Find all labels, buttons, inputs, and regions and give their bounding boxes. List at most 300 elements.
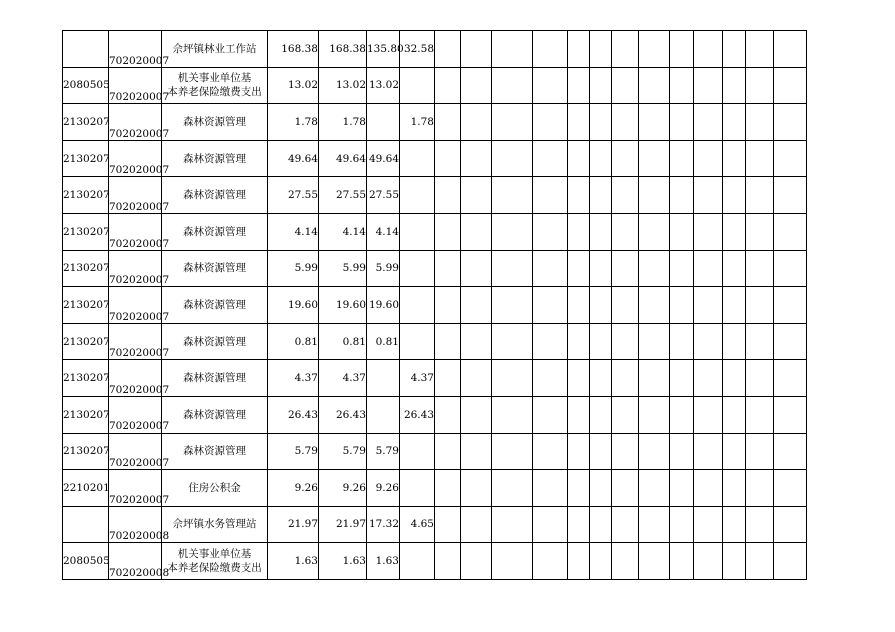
empty-cell <box>590 213 612 250</box>
empty-cell <box>461 506 492 543</box>
subject-code-cell: 2130207 <box>63 433 109 470</box>
item-name-cell: 森林资源管理 <box>162 323 268 360</box>
empty-cell <box>568 543 590 580</box>
unit-code-cell: 702020007 <box>109 360 162 397</box>
empty-cell <box>533 433 568 470</box>
item-name-cell: 森林资源管理 <box>162 433 268 470</box>
empty-cell <box>639 177 670 214</box>
empty-cell <box>639 31 670 68</box>
unit-code-cell: 702020007 <box>109 31 162 68</box>
empty-cell <box>723 104 746 141</box>
empty-cell <box>590 177 612 214</box>
empty-cell <box>694 543 723 580</box>
empty-cell <box>435 250 461 287</box>
unit-code-cell: 702020007 <box>109 287 162 324</box>
empty-cell <box>590 506 612 543</box>
basic-expense-cell <box>367 104 400 141</box>
empty-cell <box>590 287 612 324</box>
empty-cell <box>492 31 533 68</box>
empty-cell <box>533 177 568 214</box>
unit-code-cell: 702020007 <box>109 104 162 141</box>
empty-cell <box>723 140 746 177</box>
empty-cell <box>590 250 612 287</box>
empty-cell <box>639 396 670 433</box>
unit-code-cell: 702020007 <box>109 323 162 360</box>
table-row <box>63 140 807 177</box>
empty-cell <box>639 140 670 177</box>
empty-cell <box>435 67 461 104</box>
empty-cell <box>568 360 590 397</box>
item-name-cell: 森林资源管理 <box>162 250 268 287</box>
subtotal-amount-cell: 5.79 <box>319 433 367 470</box>
empty-cell <box>568 323 590 360</box>
basic-expense-cell <box>367 396 400 433</box>
empty-cell <box>612 67 639 104</box>
empty-cell <box>694 287 723 324</box>
empty-cell <box>492 67 533 104</box>
empty-cell <box>590 396 612 433</box>
empty-cell <box>461 213 492 250</box>
empty-cell <box>492 287 533 324</box>
empty-cell <box>774 31 807 68</box>
empty-cell <box>568 67 590 104</box>
item-name <box>162 71 267 99</box>
empty-cell <box>461 396 492 433</box>
empty-cell <box>492 104 533 141</box>
empty-cell <box>746 323 774 360</box>
table-row <box>63 433 807 470</box>
empty-cell <box>590 323 612 360</box>
empty-cell <box>639 213 670 250</box>
total-amount-cell: 4.14 <box>268 213 319 250</box>
item-name-cell <box>162 67 268 104</box>
subtotal-amount-cell: 4.14 <box>319 213 367 250</box>
table-row <box>63 67 807 104</box>
empty-cell <box>774 67 807 104</box>
empty-cell <box>774 250 807 287</box>
unit-code-cell: 702020007 <box>109 396 162 433</box>
empty-cell <box>461 31 492 68</box>
project-expense-cell <box>400 287 435 324</box>
empty-cell <box>461 250 492 287</box>
empty-cell <box>435 396 461 433</box>
empty-cell <box>746 31 774 68</box>
empty-cell <box>670 470 694 507</box>
subject-code-cell: 2130207 <box>63 140 109 177</box>
empty-cell <box>670 543 694 580</box>
empty-cell <box>670 104 694 141</box>
basic-expense-cell: 5.79 <box>367 433 400 470</box>
basic-expense-cell: 13.02 <box>367 67 400 104</box>
empty-cell <box>774 470 807 507</box>
item-name-cell: 森林资源管理 <box>162 360 268 397</box>
basic-expense-cell: 135.80 <box>367 31 400 68</box>
subtotal-amount-cell: 21.97 <box>319 506 367 543</box>
item-name-cell: 森林资源管理 <box>162 177 268 214</box>
empty-cell <box>723 433 746 470</box>
basic-expense-cell: 19.60 <box>367 287 400 324</box>
project-expense-cell: 4.37 <box>400 360 435 397</box>
empty-cell <box>723 31 746 68</box>
empty-cell <box>533 250 568 287</box>
item-name-cell: 佘坪镇林业工作站 <box>162 31 268 68</box>
table-row <box>63 470 807 507</box>
empty-cell <box>670 67 694 104</box>
empty-cell <box>694 470 723 507</box>
empty-cell <box>461 433 492 470</box>
empty-cell <box>774 177 807 214</box>
empty-cell <box>746 177 774 214</box>
empty-cell <box>568 250 590 287</box>
empty-cell <box>568 506 590 543</box>
empty-cell <box>492 323 533 360</box>
empty-cell <box>723 213 746 250</box>
table-row <box>63 104 807 141</box>
subtotal-amount-cell: 168.38 <box>319 31 367 68</box>
empty-cell <box>461 177 492 214</box>
empty-cell <box>533 543 568 580</box>
empty-cell <box>612 543 639 580</box>
item-name-line-2: 本养老保险缴费支出 <box>167 86 262 99</box>
project-expense-cell: 1.78 <box>400 104 435 141</box>
empty-cell <box>435 140 461 177</box>
total-amount-cell: 168.38 <box>268 31 319 68</box>
subject-code-cell: 2130207 <box>63 360 109 397</box>
empty-cell <box>670 213 694 250</box>
subject-code-cell: 2130207 <box>63 177 109 214</box>
item-name-cell: 森林资源管理 <box>162 396 268 433</box>
empty-cell <box>723 177 746 214</box>
unit-code-cell: 702020007 <box>109 433 162 470</box>
empty-cell <box>461 543 492 580</box>
empty-cell <box>639 287 670 324</box>
subtotal-amount-cell: 1.78 <box>319 104 367 141</box>
unit-code-cell: 702020008 <box>109 506 162 543</box>
subtotal-amount-cell: 9.26 <box>319 470 367 507</box>
empty-cell <box>774 506 807 543</box>
project-expense-cell: 4.65 <box>400 506 435 543</box>
empty-cell <box>694 250 723 287</box>
empty-cell <box>612 177 639 214</box>
empty-cell <box>435 470 461 507</box>
basic-expense-cell: 17.32 <box>367 506 400 543</box>
empty-cell <box>492 543 533 580</box>
empty-cell <box>461 287 492 324</box>
empty-cell <box>639 470 670 507</box>
empty-cell <box>612 213 639 250</box>
empty-cell <box>435 213 461 250</box>
empty-cell <box>746 433 774 470</box>
basic-expense-cell: 4.14 <box>367 213 400 250</box>
subject-code-cell: 2130207 <box>63 323 109 360</box>
unit-code-cell: 702020008 <box>109 543 162 580</box>
project-expense-cell <box>400 323 435 360</box>
table-row <box>63 213 807 250</box>
subtotal-amount-cell: 19.60 <box>319 287 367 324</box>
empty-cell <box>723 506 746 543</box>
empty-cell <box>723 360 746 397</box>
item-name-line-1: 机关事业单位基 <box>177 72 252 85</box>
empty-cell <box>639 506 670 543</box>
empty-cell <box>670 360 694 397</box>
empty-cell <box>492 140 533 177</box>
empty-cell <box>533 323 568 360</box>
unit-code-cell: 702020007 <box>109 213 162 250</box>
empty-cell <box>435 506 461 543</box>
subject-code-cell: 2210201 <box>63 470 109 507</box>
basic-expense-cell: 9.26 <box>367 470 400 507</box>
empty-cell <box>492 433 533 470</box>
empty-cell <box>612 396 639 433</box>
empty-cell <box>612 433 639 470</box>
empty-cell <box>670 31 694 68</box>
empty-cell <box>774 104 807 141</box>
item-name-cell: 住房公积金 <box>162 470 268 507</box>
subject-code-cell: 2130207 <box>63 250 109 287</box>
empty-cell <box>533 396 568 433</box>
total-amount-cell: 26.43 <box>268 396 319 433</box>
empty-cell <box>568 177 590 214</box>
total-amount-cell: 21.97 <box>268 506 319 543</box>
empty-cell <box>533 470 568 507</box>
empty-cell <box>435 31 461 68</box>
empty-cell <box>746 67 774 104</box>
project-expense-cell <box>400 470 435 507</box>
empty-cell <box>670 250 694 287</box>
subtotal-amount-cell: 5.99 <box>319 250 367 287</box>
empty-cell <box>723 543 746 580</box>
subject-code-cell <box>63 31 109 68</box>
empty-cell <box>533 287 568 324</box>
empty-cell <box>774 323 807 360</box>
table-row <box>63 177 807 214</box>
empty-cell <box>612 250 639 287</box>
empty-cell <box>723 250 746 287</box>
table-body <box>63 31 807 580</box>
empty-cell <box>533 360 568 397</box>
empty-cell <box>694 213 723 250</box>
empty-cell <box>694 396 723 433</box>
empty-cell <box>774 140 807 177</box>
project-expense-cell <box>400 213 435 250</box>
empty-cell <box>694 104 723 141</box>
empty-cell <box>590 140 612 177</box>
subject-code-cell: 2130207 <box>63 104 109 141</box>
item-name-line-2: 本养老保险缴费支出 <box>167 562 262 575</box>
empty-cell <box>639 360 670 397</box>
subtotal-amount-cell: 27.55 <box>319 177 367 214</box>
empty-cell <box>746 506 774 543</box>
basic-expense-cell: 0.81 <box>367 323 400 360</box>
empty-cell <box>746 213 774 250</box>
project-expense-cell: 32.58 <box>400 31 435 68</box>
empty-cell <box>670 396 694 433</box>
empty-cell <box>533 140 568 177</box>
subject-code-cell: 2130207 <box>63 287 109 324</box>
empty-cell <box>639 67 670 104</box>
empty-cell <box>568 287 590 324</box>
unit-code-cell: 702020007 <box>109 177 162 214</box>
empty-cell <box>694 140 723 177</box>
empty-cell <box>435 104 461 141</box>
unit-code-cell: 702020007 <box>109 470 162 507</box>
empty-cell <box>492 396 533 433</box>
empty-cell <box>612 31 639 68</box>
empty-cell <box>746 104 774 141</box>
subject-code-cell: 2080505 <box>63 67 109 104</box>
empty-cell <box>568 104 590 141</box>
empty-cell <box>492 470 533 507</box>
item-name-cell: 森林资源管理 <box>162 213 268 250</box>
total-amount-cell: 9.26 <box>268 470 319 507</box>
empty-cell <box>461 67 492 104</box>
total-amount-cell: 13.02 <box>268 67 319 104</box>
empty-cell <box>694 323 723 360</box>
empty-cell <box>533 31 568 68</box>
empty-cell <box>461 323 492 360</box>
empty-cell <box>694 31 723 68</box>
empty-cell <box>670 506 694 543</box>
item-name-line-1: 机关事业单位基 <box>177 547 252 560</box>
total-amount-cell: 49.64 <box>268 140 319 177</box>
empty-cell <box>746 543 774 580</box>
empty-cell <box>568 140 590 177</box>
table-row <box>63 543 807 580</box>
total-amount-cell: 1.78 <box>268 104 319 141</box>
basic-expense-cell: 49.64 <box>367 140 400 177</box>
empty-cell <box>746 250 774 287</box>
empty-cell <box>461 104 492 141</box>
subject-code-cell: 2130207 <box>63 396 109 433</box>
subtotal-amount-cell: 49.64 <box>319 140 367 177</box>
total-amount-cell: 27.55 <box>268 177 319 214</box>
empty-cell <box>590 104 612 141</box>
empty-cell <box>723 67 746 104</box>
empty-cell <box>746 470 774 507</box>
empty-cell <box>590 360 612 397</box>
unit-code-cell: 702020007 <box>109 67 162 104</box>
empty-cell <box>639 104 670 141</box>
empty-cell <box>774 287 807 324</box>
empty-cell <box>492 177 533 214</box>
subject-code-cell: 2080505 <box>63 543 109 580</box>
total-amount-cell: 5.79 <box>268 433 319 470</box>
empty-cell <box>435 433 461 470</box>
empty-cell <box>612 323 639 360</box>
empty-cell <box>461 470 492 507</box>
total-amount-cell: 5.99 <box>268 250 319 287</box>
project-expense-cell <box>400 177 435 214</box>
empty-cell <box>723 396 746 433</box>
item-name-cell: 森林资源管理 <box>162 140 268 177</box>
item-name-cell <box>162 543 268 580</box>
empty-cell <box>590 31 612 68</box>
table-row <box>63 287 807 324</box>
empty-cell <box>639 543 670 580</box>
empty-cell <box>533 67 568 104</box>
basic-expense-cell <box>367 360 400 397</box>
unit-code-cell: 702020007 <box>109 140 162 177</box>
item-name <box>162 547 267 575</box>
empty-cell <box>774 360 807 397</box>
project-expense-cell <box>400 250 435 287</box>
empty-cell <box>774 543 807 580</box>
project-expense-cell <box>400 67 435 104</box>
empty-cell <box>694 177 723 214</box>
project-expense-cell <box>400 140 435 177</box>
project-expense-cell: 26.43 <box>400 396 435 433</box>
empty-cell <box>492 506 533 543</box>
empty-cell <box>492 360 533 397</box>
basic-expense-cell: 27.55 <box>367 177 400 214</box>
empty-cell <box>568 433 590 470</box>
empty-cell <box>670 177 694 214</box>
project-expense-cell <box>400 433 435 470</box>
table-row <box>63 323 807 360</box>
table-row <box>63 250 807 287</box>
empty-cell <box>639 323 670 360</box>
empty-cell <box>774 396 807 433</box>
empty-cell <box>694 360 723 397</box>
empty-cell <box>774 213 807 250</box>
empty-cell <box>746 287 774 324</box>
empty-cell <box>461 360 492 397</box>
empty-cell <box>492 213 533 250</box>
empty-cell <box>435 287 461 324</box>
empty-cell <box>435 543 461 580</box>
empty-cell <box>723 287 746 324</box>
empty-cell <box>492 250 533 287</box>
empty-cell <box>590 470 612 507</box>
empty-cell <box>670 433 694 470</box>
empty-cell <box>639 250 670 287</box>
subject-code-cell <box>63 506 109 543</box>
empty-cell <box>694 433 723 470</box>
subtotal-amount-cell: 1.63 <box>319 543 367 580</box>
item-name-cell: 森林资源管理 <box>162 104 268 141</box>
empty-cell <box>533 506 568 543</box>
empty-cell <box>461 140 492 177</box>
empty-cell <box>435 177 461 214</box>
table-row <box>63 396 807 433</box>
empty-cell <box>568 213 590 250</box>
empty-cell <box>639 433 670 470</box>
empty-cell <box>533 104 568 141</box>
empty-cell <box>746 396 774 433</box>
empty-cell <box>670 140 694 177</box>
table-row <box>63 506 807 543</box>
item-name-cell: 佘坪镇水务管理站 <box>162 506 268 543</box>
total-amount-cell: 0.81 <box>268 323 319 360</box>
empty-cell <box>435 360 461 397</box>
empty-cell <box>746 360 774 397</box>
empty-cell <box>694 67 723 104</box>
empty-cell <box>612 104 639 141</box>
empty-cell <box>590 543 612 580</box>
empty-cell <box>670 287 694 324</box>
subtotal-amount-cell: 0.81 <box>319 323 367 360</box>
basic-expense-cell: 5.99 <box>367 250 400 287</box>
empty-cell <box>612 506 639 543</box>
empty-cell <box>723 323 746 360</box>
table-row <box>63 360 807 397</box>
unit-code-cell: 702020007 <box>109 250 162 287</box>
empty-cell <box>774 433 807 470</box>
empty-cell <box>612 140 639 177</box>
empty-cell <box>568 396 590 433</box>
project-expense-cell <box>400 543 435 580</box>
empty-cell <box>568 470 590 507</box>
